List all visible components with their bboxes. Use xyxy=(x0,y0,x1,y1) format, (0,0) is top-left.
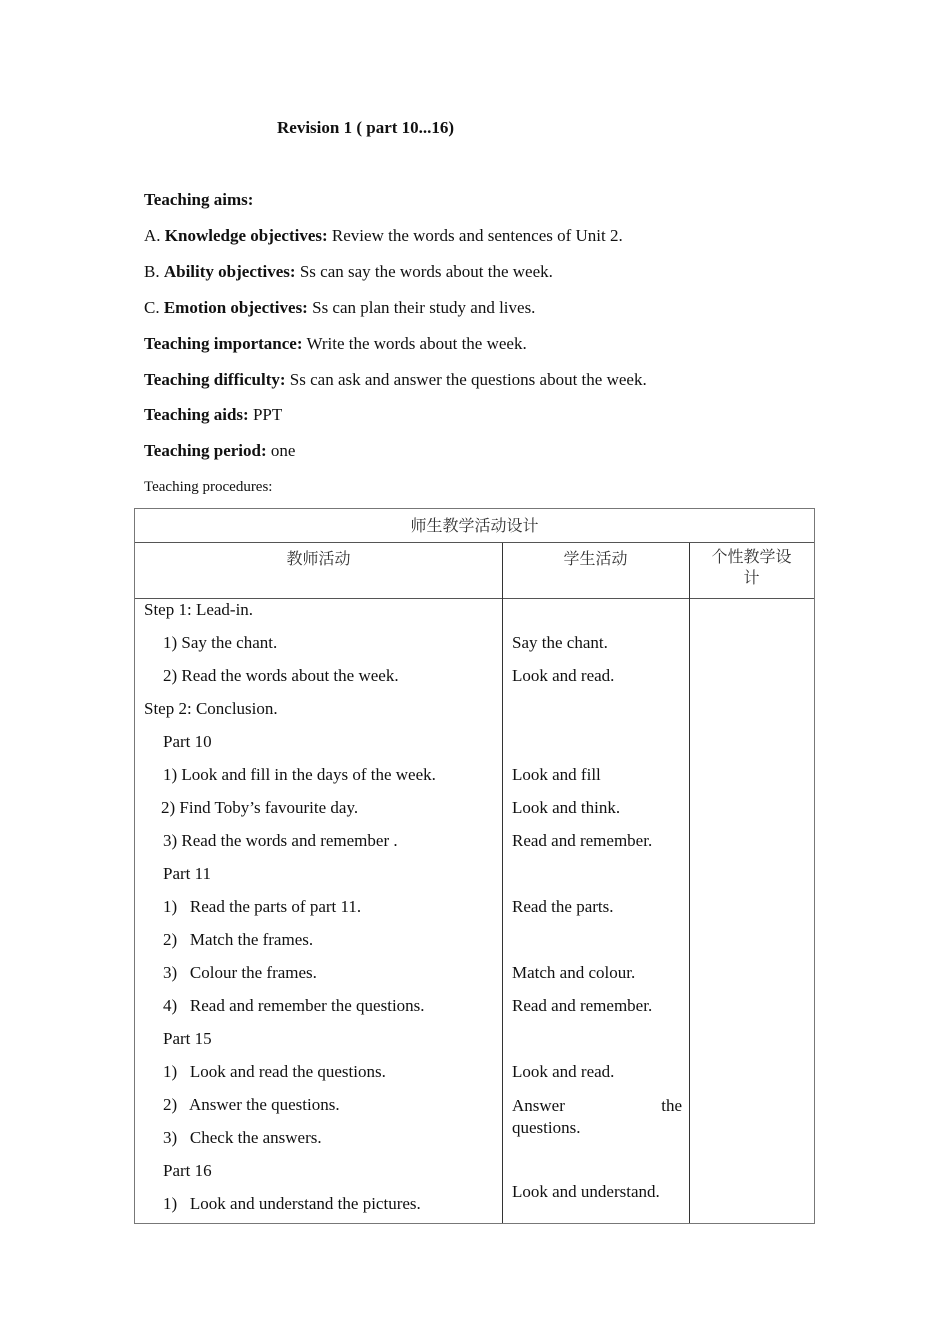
teacher-activity-row: 1) Look and fill in the days of the week. xyxy=(163,765,436,784)
teacher-activity-row: 1) Look and understand the pictures. xyxy=(163,1194,421,1213)
objective-b xyxy=(144,262,553,282)
objective-text: Ss can say the words about the week. xyxy=(299,262,553,281)
teacher-activity-row: Step 2: Conclusion. xyxy=(144,699,278,718)
teaching-importance xyxy=(144,334,527,354)
objective-prefix: C. xyxy=(144,298,160,317)
header-student-activity: 学生活动 xyxy=(563,549,628,568)
objective-prefix: B. xyxy=(144,262,160,281)
teaching-difficulty xyxy=(144,370,647,390)
teaching-period xyxy=(144,441,295,461)
field-label: Teaching importance: xyxy=(144,334,303,353)
student-activity-row: Match and colour. xyxy=(512,963,636,982)
teacher-activity-row: 3) Colour the frames. xyxy=(163,963,317,982)
header-teacher-activity: 教师活动 xyxy=(286,549,351,568)
student-activity-row xyxy=(512,1095,682,1139)
field-value: one xyxy=(270,441,296,460)
field-label: Teaching aids: xyxy=(144,405,249,424)
table-caption: 师生教学活动设计 xyxy=(410,516,539,535)
teacher-activity-row: 2) Match the frames. xyxy=(163,930,314,949)
teacher-activity-row: 1) Say the chant. xyxy=(163,633,278,652)
objective-prefix: A. xyxy=(144,226,161,245)
objective-label: Knowledge objectives: xyxy=(164,226,328,245)
column-divider xyxy=(502,543,503,1223)
teacher-activity-row: 2) Answer the questions. xyxy=(163,1095,340,1114)
teacher-activity-row: 2) Read the words about the week. xyxy=(163,666,399,685)
table-divider xyxy=(135,542,814,543)
student-activity-row: Look and understand. xyxy=(512,1182,660,1201)
teacher-activity-row: 3) Read the words and remember . xyxy=(163,831,398,850)
procedures-table xyxy=(134,508,815,1224)
objective-text: Review the words and sentences of Unit 2. xyxy=(331,226,623,245)
objective-a xyxy=(144,226,623,246)
answer-word: Answer xyxy=(512,1096,565,1115)
objective-text: Ss can plan their study and lives. xyxy=(312,298,536,317)
header-line: 计 xyxy=(743,568,760,587)
teacher-activity-row: 3) Check the answers. xyxy=(163,1128,322,1147)
teacher-activity-row: 1) Look and read the questions. xyxy=(163,1062,386,1081)
page-title: Revision 1 ( part 10...16) xyxy=(277,118,455,137)
student-activity-row: Say the chant. xyxy=(512,633,608,652)
teacher-activity-row: 2) Find Toby’s favourite day. xyxy=(161,798,359,817)
teacher-activity-row: Part 10 xyxy=(163,732,212,751)
answer-line: questions. xyxy=(512,1118,581,1137)
teacher-activity-row: 4) Read and remember the questions. xyxy=(163,996,425,1015)
teacher-activity-row: Part 15 xyxy=(163,1029,212,1048)
answer-word: the xyxy=(661,1096,682,1115)
teaching-procedures-label: Teaching procedures: xyxy=(144,479,273,495)
column-divider xyxy=(689,543,690,1223)
objective-label: Emotion objectives: xyxy=(163,298,308,317)
teacher-activity-row: Step 1: Lead-in. xyxy=(144,600,254,619)
student-activity-row: Read and remember. xyxy=(512,831,653,850)
field-value: PPT xyxy=(252,405,283,424)
teacher-activity-row: Part 16 xyxy=(163,1161,212,1180)
teaching-aids xyxy=(144,405,282,425)
student-activity-row: Look and read. xyxy=(512,666,615,685)
teacher-activity-row: Part 11 xyxy=(163,864,212,883)
objective-c xyxy=(144,298,535,318)
field-value: Ss can ask and answer the questions about the week. xyxy=(289,370,647,389)
student-activity-row: Look and read. xyxy=(512,1062,615,1081)
field-label: Teaching period: xyxy=(144,441,267,460)
field-label: Teaching difficulty: xyxy=(144,370,286,389)
student-activity-row: Read the parts. xyxy=(512,897,614,916)
teaching-aims-heading xyxy=(144,190,253,210)
teacher-activity-row: 1) Read the parts of part 11. xyxy=(163,897,362,916)
student-activity-row: Look and fill xyxy=(512,765,601,784)
table-divider xyxy=(135,598,814,599)
header-personal-design xyxy=(689,546,814,588)
teaching-aims-label: Teaching aims: xyxy=(144,190,254,209)
header-line: 个性教学设 xyxy=(711,547,792,566)
student-activity-row: Look and think. xyxy=(512,798,621,817)
student-activity-row: Read and remember. xyxy=(512,996,653,1015)
field-value: Write the words about the week. xyxy=(306,334,527,353)
objective-label: Ability objectives: xyxy=(163,262,296,281)
